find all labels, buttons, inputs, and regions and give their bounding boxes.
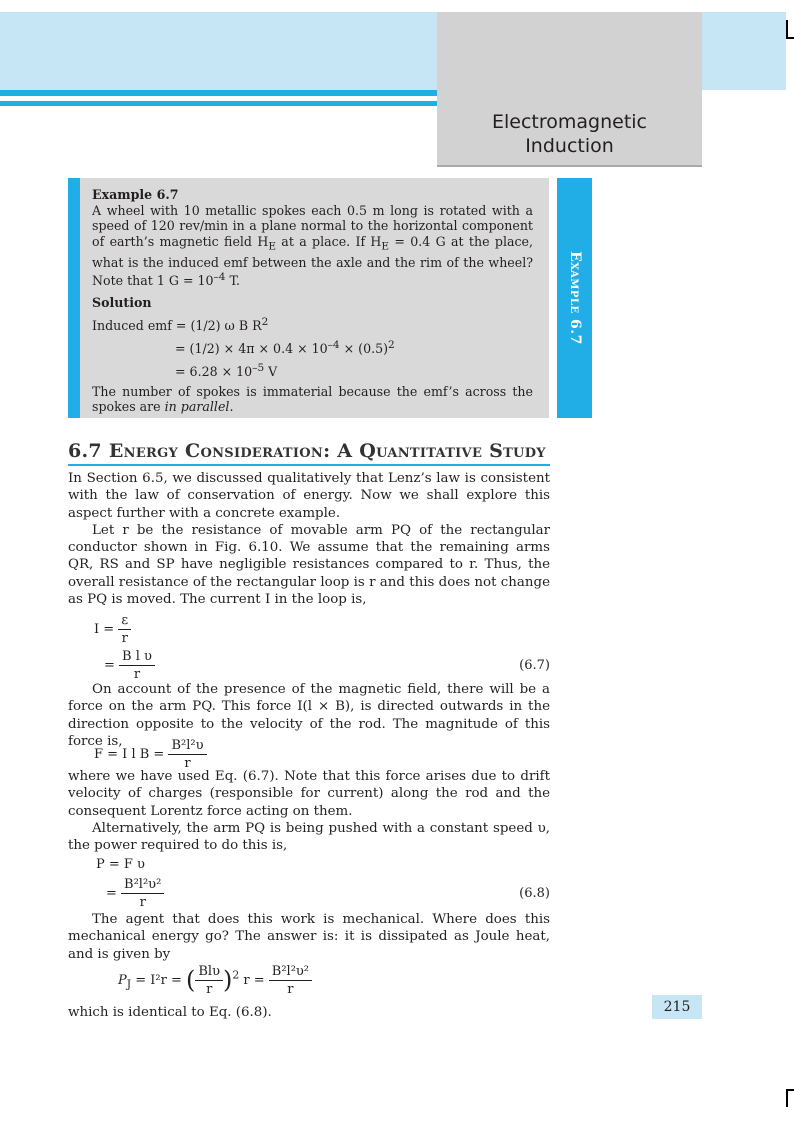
crop-mark — [786, 1089, 794, 1091]
crop-mark — [786, 1089, 788, 1107]
fraction: $\frac{\text{B l υ}}{r}$ — [119, 648, 155, 683]
fraction: $\frac{\text{Blυ}}{r}$ — [195, 963, 223, 998]
example-side-label: Example 6.7 — [566, 251, 583, 345]
solution-equation: = $6.28 \times 10^{-5}$ V — [175, 361, 278, 380]
chapter-title-line: Induction — [525, 135, 614, 157]
paragraph-text: Alternatively, the arm PQ is being pushed with a constant speed υ, the power required to do this is, — [68, 820, 550, 854]
equation-power-2: = $\frac{\text{B²l²υ²}}{r}$ (6.8) — [106, 877, 550, 910]
header-band — [0, 12, 437, 90]
example-question: A wheel with 10 metallic spokes each 0.5 m long is rotated with a speed of 120 rev/min in a plane normal to the horizontal component of earth’s magnetic field $H_E$ at a place. If $H_E = 0.4$ G at the place, what is the induced emf between the axle and the rim of the wheel? Note that 1 $G = 10^{-4}$ T. — [92, 202, 533, 289]
example-label: Example 6.7 — [92, 187, 179, 202]
equation-current: I = $\frac{\varepsilon}{r}$ — [94, 612, 131, 647]
equation-number: (6.7) — [519, 658, 550, 673]
fraction: $\frac{\text{B²l²υ}}{r}$ — [168, 737, 206, 772]
example-accent-bar — [68, 178, 80, 418]
paragraph-text: In Section 6.5, we discussed qualitatively that Lenz’s law is consistent with the law of conservation of energy. Now we shall explore this aspect further with a concrete example. — [68, 471, 550, 521]
paragraph — [68, 1004, 550, 1021]
example-side-tab — [557, 178, 592, 418]
solution-equation: = $(1/2) \times 4\pi \times 0.4 \times 10^{-4} \times (0.5)^2$ — [175, 338, 395, 357]
equation-current-2: = $\frac{\text{B l υ}}{r}$ (6.7) — [104, 649, 550, 682]
header-band-right — [702, 12, 786, 90]
example-conclusion: The number of spokes is immaterial because the emf’s across the spokes are in parallel. — [92, 383, 533, 415]
paren-left: ( — [185, 966, 196, 994]
fraction: $\frac{\varepsilon}{r}$ — [118, 612, 131, 647]
section-rule — [68, 464, 550, 466]
paren-right: ) — [222, 966, 233, 994]
section-heading: 6.7 Energy Consideration: A Quantitative Study — [68, 440, 546, 462]
paragraph — [68, 768, 550, 854]
paragraph-text: where we have used Eq. (6.7). Note that this force arises due to drift velocity of charges (responsible for current) along the rod and the consequent Lorentz force acting on them. — [68, 769, 550, 819]
chapter-title — [437, 110, 702, 158]
page-number: 215 — [652, 995, 702, 1019]
solution-equation: Induced emf = (1/2) ω B $R^2$ — [92, 315, 269, 334]
paragraph-text: The agent that does this work is mechanical. Where does this mechanical energy go? The answer is: it is dissipated as Joule heat, and is given by — [68, 912, 550, 962]
equation-joule-heat: $P_J = I^2r$ = ( $\frac{\text{Blυ}}{r}$ )$^2$ r = $\frac{\text{B²l²υ²}}{r}$ — [118, 963, 312, 998]
equation-number: (6.8) — [519, 886, 550, 901]
paragraph — [68, 911, 550, 963]
paragraph — [68, 470, 550, 608]
fraction: $\frac{\text{B²l²υ²}}{r}$ — [121, 876, 164, 911]
fraction: $\frac{\text{B²l²υ²}}{r}$ — [269, 963, 312, 998]
crop-mark — [786, 20, 788, 38]
chapter-title-line: Electromagnetic — [491, 111, 647, 133]
paragraph-text: which is identical to Eq. (6.8). — [68, 1005, 272, 1020]
header-stripe — [0, 90, 437, 96]
equation-force: F = I l B = $\frac{\text{B²l²υ}}{r}$ — [94, 737, 207, 772]
paragraph-text: Let r be the resistance of movable arm PQ of the rectangular conductor shown in Fig. 6.10. We assume that the remaining arms QR, RS and SP have negligible resistances compared to r. Thus, the overall resistance of the rectangular loop is r and this does not change as PQ is moved. The current I in the loop is, — [68, 522, 550, 608]
solution-label: Solution — [92, 295, 152, 311]
crop-mark — [786, 37, 794, 39]
header-stripe — [0, 101, 437, 106]
chapter-title-box — [437, 12, 702, 167]
example-content — [92, 187, 533, 415]
equation-power: P = F υ — [96, 857, 145, 872]
paragraph-text: On account of the presence of the magnetic field, there will be a force on the arm PQ. This force I(l × B), is directed outwards in the direction opposite to the velocity of the rod. The magnitude of this force is, — [68, 682, 550, 749]
